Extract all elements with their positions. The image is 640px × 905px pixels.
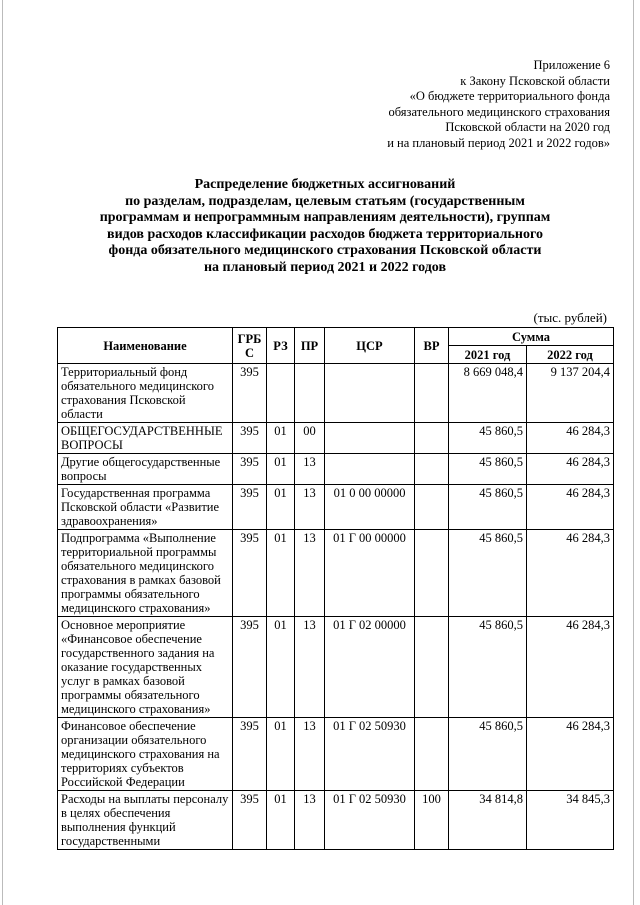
appendix-line: «О бюджете территориального фонда bbox=[409, 89, 610, 104]
row-2022: 46 284,3 bbox=[527, 617, 614, 718]
title-line: по разделам, подразделам, целевым статьям (государственным bbox=[125, 193, 525, 209]
scan-edge-left bbox=[2, 0, 3, 905]
table-row bbox=[58, 718, 614, 791]
row-grbs: 395 bbox=[233, 485, 267, 530]
title-line: фонда обязательного медицинского страхования Псковской области bbox=[108, 243, 542, 258]
row-name: Подпрограмма «Выполнение территориальной программы обязательного медицинского страхования в рамках базовой программы обязательного медицинского страхования» bbox=[58, 530, 233, 617]
row-pr: 13 bbox=[295, 485, 325, 530]
header-2022: 2022 год bbox=[527, 346, 614, 364]
row-name: ОБЩЕГОСУДАРСТВЕННЫЕ ВОПРОСЫ bbox=[58, 423, 233, 454]
header-vr: ВР bbox=[415, 328, 449, 364]
appendix-line: обязательного медицинского страхования bbox=[388, 104, 610, 119]
row-rz: 01 bbox=[267, 423, 295, 454]
appendix-line: и на плановый период 2021 и 2022 годов» bbox=[387, 135, 610, 150]
header-rz: РЗ bbox=[267, 328, 295, 364]
appendix-header bbox=[350, 58, 610, 152]
row-vr bbox=[415, 364, 449, 423]
row-grbs: 395 bbox=[233, 530, 267, 617]
row-grbs: 395 bbox=[233, 791, 267, 850]
table-row bbox=[58, 454, 614, 485]
row-csr: 01 Г 02 50930 bbox=[325, 791, 415, 850]
row-grbs: 395 bbox=[233, 364, 267, 423]
row-grbs: 395 bbox=[233, 617, 267, 718]
row-vr: 100 bbox=[415, 791, 449, 850]
row-csr bbox=[325, 364, 415, 423]
row-pr: 13 bbox=[295, 791, 325, 850]
budget-table bbox=[57, 327, 614, 850]
table-row bbox=[58, 617, 614, 718]
row-pr: 13 bbox=[295, 718, 325, 791]
row-2022: 46 284,3 bbox=[527, 718, 614, 791]
row-grbs: 395 bbox=[233, 423, 267, 454]
row-2022: 46 284,3 bbox=[527, 485, 614, 530]
row-vr bbox=[415, 530, 449, 617]
table-row bbox=[58, 791, 614, 850]
row-name: Финансовое обеспечение организации обязательного медицинского страхования на территориях субъектов Российской Федерации bbox=[58, 718, 233, 791]
row-2021: 45 860,5 bbox=[449, 454, 527, 485]
row-2022: 9 137 204,4 bbox=[527, 364, 614, 423]
row-name: Территориальный фонд обязательного медицинского страхования Псковской области bbox=[58, 364, 233, 423]
appendix-line: Псковской области на 2020 год bbox=[445, 120, 610, 135]
row-pr: 13 bbox=[295, 454, 325, 485]
row-vr bbox=[415, 718, 449, 791]
title-line: программам и непрограммным направлениям деятельности), группам bbox=[99, 210, 551, 225]
row-rz: 01 bbox=[267, 485, 295, 530]
row-name: Основное мероприятие «Финансовое обеспечение государственного задания на оказание государственных услуг в рамках базовой программы обязательного медицинского страхования» bbox=[58, 617, 233, 718]
scan-edge-right bbox=[633, 0, 634, 905]
row-2021: 45 860,5 bbox=[449, 530, 527, 617]
title-line: видов расходов классификации расходов бюджета территориального bbox=[107, 226, 543, 242]
row-grbs: 395 bbox=[233, 718, 267, 791]
header-name: Наименование bbox=[58, 328, 233, 364]
header-csr: ЦСР bbox=[325, 328, 415, 364]
row-2021: 8 669 048,4 bbox=[449, 364, 527, 423]
row-csr: 01 Г 02 00000 bbox=[325, 617, 415, 718]
row-name: Государственная программа Псковской области «Развитие здравоохранения» bbox=[58, 485, 233, 530]
header-2021: 2021 год bbox=[449, 346, 527, 364]
row-rz: 01 bbox=[267, 530, 295, 617]
header-grbs: ГРБ С bbox=[233, 328, 267, 364]
row-rz: 01 bbox=[267, 718, 295, 791]
table-row bbox=[58, 364, 614, 423]
row-2021: 45 860,5 bbox=[449, 718, 527, 791]
units-label: (тыс. рублей) bbox=[533, 310, 607, 325]
row-rz: 01 bbox=[267, 454, 295, 485]
row-rz: 01 bbox=[267, 791, 295, 850]
header-sum: Сумма bbox=[449, 328, 614, 346]
row-2022: 46 284,3 bbox=[527, 454, 614, 485]
appendix-line: Приложение 6 bbox=[533, 58, 610, 72]
row-vr bbox=[415, 423, 449, 454]
row-pr: 13 bbox=[295, 530, 325, 617]
row-name: Другие общегосударственные вопросы bbox=[58, 454, 233, 485]
title-line: Распределение бюджетных ассигнований bbox=[194, 177, 456, 192]
row-2022: 46 284,3 bbox=[527, 530, 614, 617]
row-grbs: 395 bbox=[233, 454, 267, 485]
row-2022: 34 845,3 bbox=[527, 791, 614, 850]
row-vr bbox=[415, 485, 449, 530]
table-row bbox=[58, 530, 614, 617]
row-name: Расходы на выплаты персоналу в целях обеспечения выполнения функций государственными bbox=[58, 791, 233, 850]
row-vr bbox=[415, 617, 449, 718]
row-rz bbox=[267, 364, 295, 423]
row-csr: 01 Г 00 00000 bbox=[325, 530, 415, 617]
row-pr bbox=[295, 364, 325, 423]
document-title bbox=[90, 177, 560, 276]
title-line: на плановый период 2021 и 2022 годов bbox=[203, 259, 447, 275]
table-row bbox=[58, 485, 614, 530]
row-pr: 00 bbox=[295, 423, 325, 454]
header-pr: ПР bbox=[295, 328, 325, 364]
row-2021: 45 860,5 bbox=[449, 485, 527, 530]
row-pr: 13 bbox=[295, 617, 325, 718]
row-csr: 01 Г 02 50930 bbox=[325, 718, 415, 791]
row-csr bbox=[325, 454, 415, 485]
row-csr bbox=[325, 423, 415, 454]
appendix-line: к Закону Псковской области bbox=[460, 73, 610, 88]
row-2021: 45 860,5 bbox=[449, 617, 527, 718]
table-row bbox=[58, 423, 614, 454]
row-csr: 01 0 00 00000 bbox=[325, 485, 415, 530]
row-2021: 45 860,5 bbox=[449, 423, 527, 454]
row-rz: 01 bbox=[267, 617, 295, 718]
row-2022: 46 284,3 bbox=[527, 423, 614, 454]
row-vr bbox=[415, 454, 449, 485]
row-2021: 34 814,8 bbox=[449, 791, 527, 850]
